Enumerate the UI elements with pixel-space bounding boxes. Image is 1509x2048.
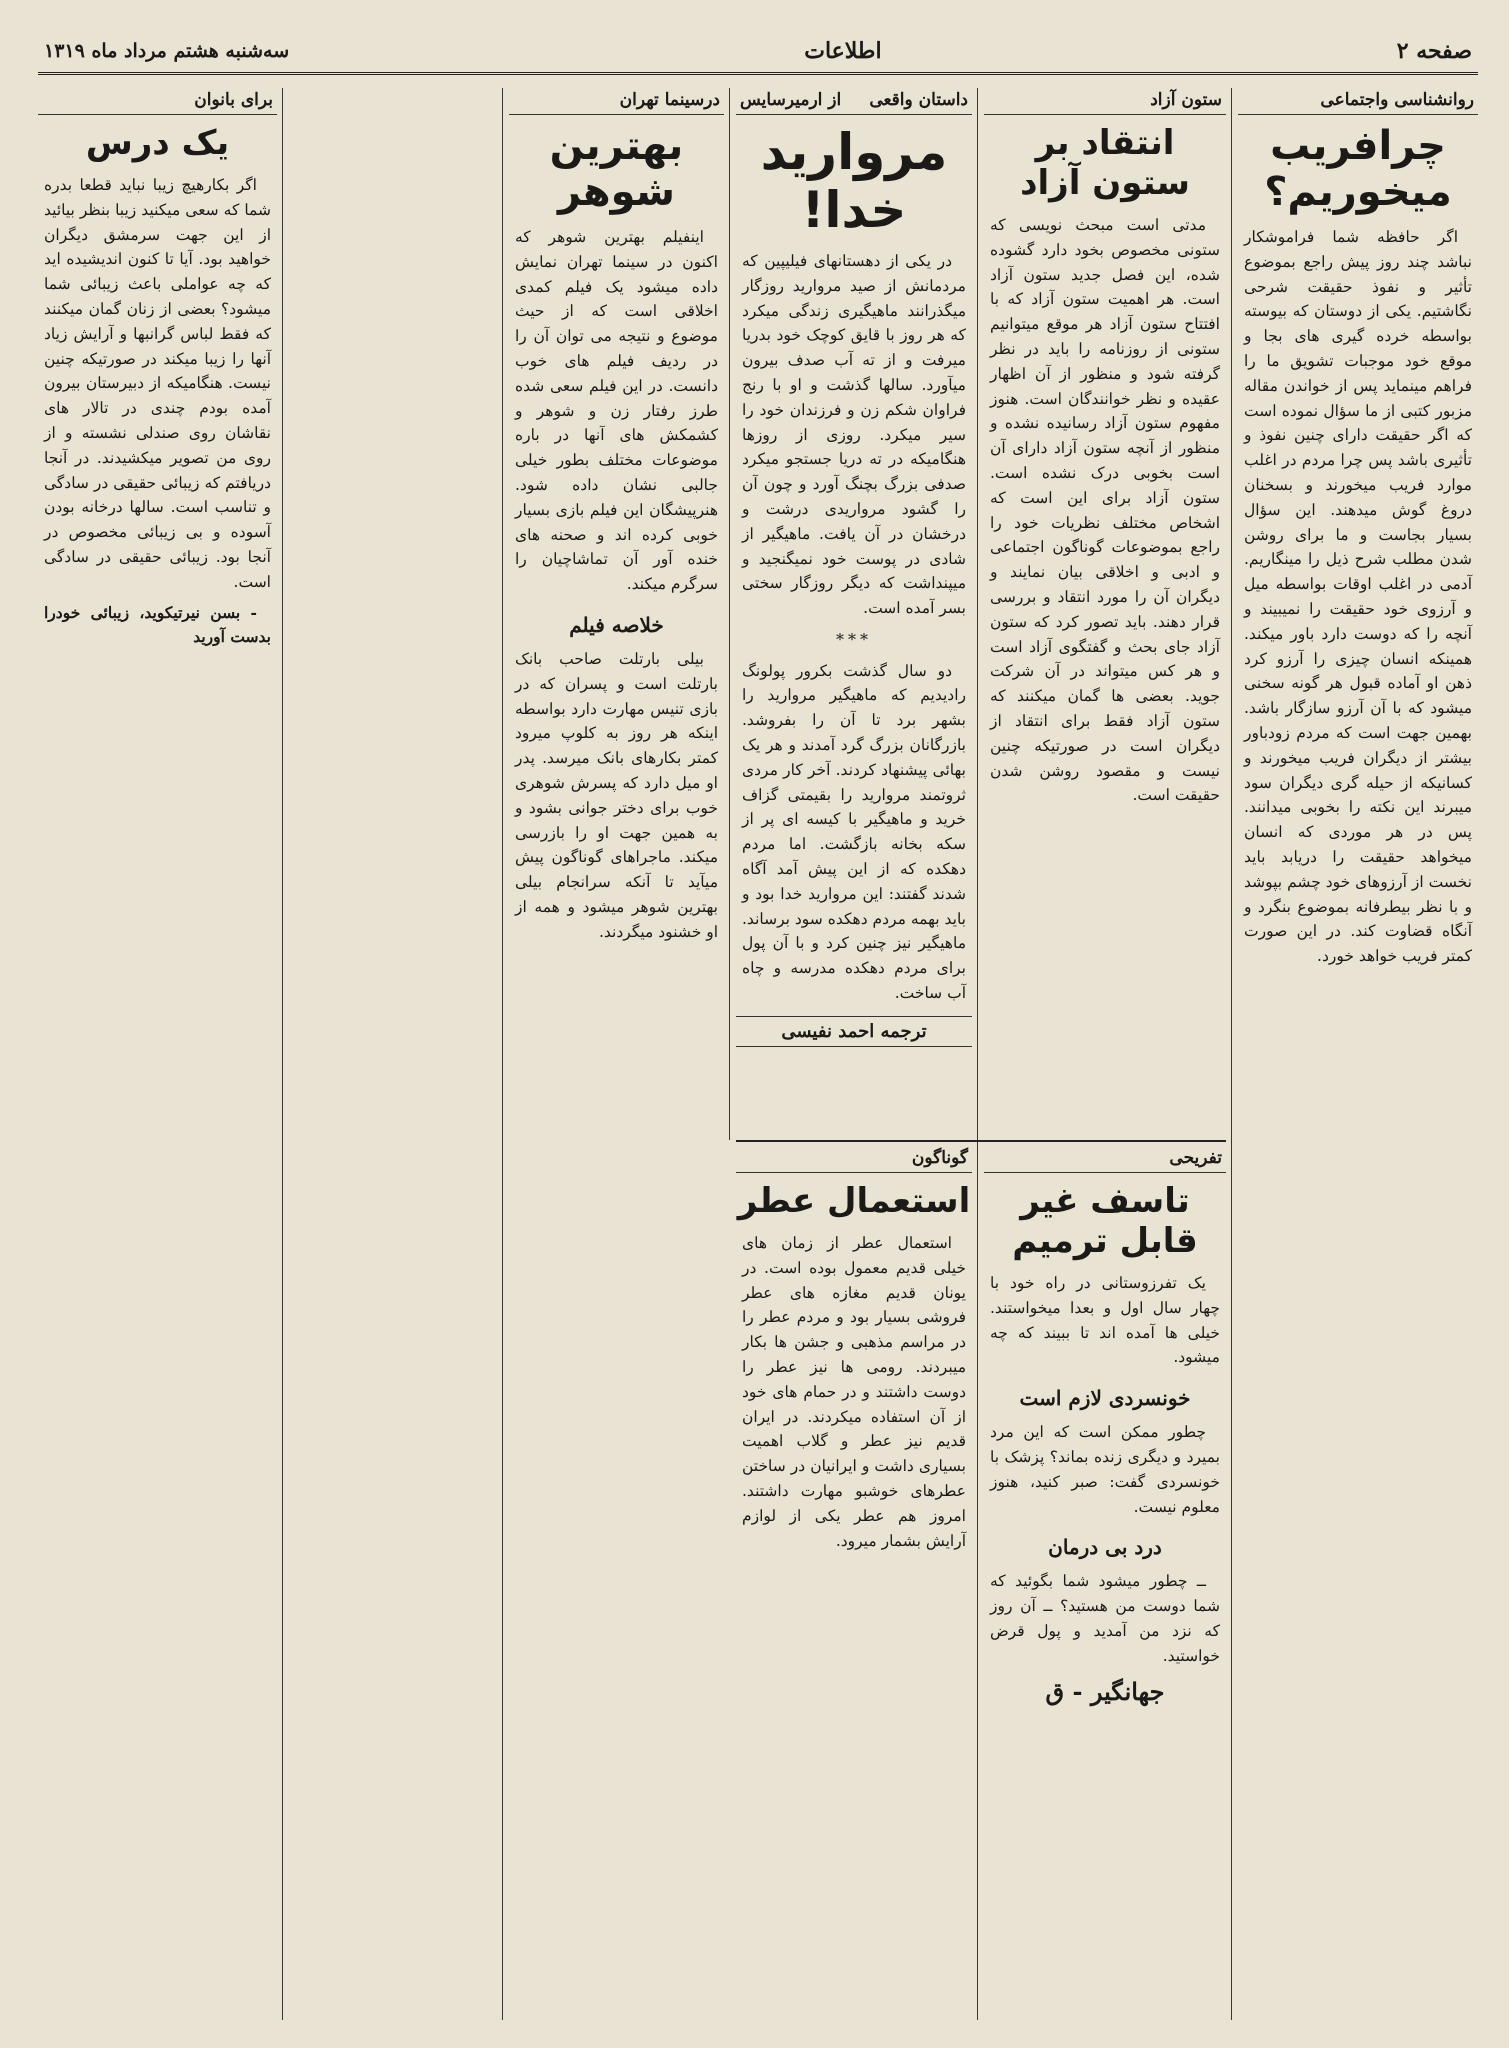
section-label [38,88,277,115]
section-break: *** [836,629,872,649]
article-headline: یک درس [85,123,230,163]
article-body [38,173,277,650]
section-label [1238,88,1478,115]
article-body [736,249,972,1006]
film-summary-heading: خلاصه فیلم [569,612,664,637]
section-title: درسینما تهران [619,90,720,110]
column-divider [977,88,978,2020]
section-title: ستون آزاد [1150,90,1222,110]
section-title: روانشناسی واجتماعی [1320,90,1474,110]
section-title: گوناگون [911,1148,968,1168]
article-paragraph: چطور ممکن است که این مرد بمیرد و دیگری زنده بماند؟ پزشک با خونسردی گفت: صبر کنید، هنوز معلوم نیست. [990,1423,1220,1516]
article-paragraph: اگر بکارهیچ زیبا نباید قطعا بدره شما که سعی میکنید زیبا بنظر بیائید از این جهت سرمشق دیگران خواهید بود. آیا تا کنون اندیشیده اید که چه عواملی باعث زیبائی شما میشود؟ بعضی از زنان گمان میکنند که فقط لباس گرانبها و آرایش زیاد آنها را زیبا میکند در صورتیکه چنین نیست. هنگامیکه از دبیرستان بیرون آمده بودم چندی در تالار های نقاشان روی صندلی نشسته و از روی من تصویر میکشیدند. در آنجا دریافتم که زیبائی حقیقی در سادگی و تناسب است. سالها درخانه بودن آسوده و بی زیبائی مخصوص در آنجا بود. زیبائی حقیقی در سادگی است. [44,176,271,591]
article-headline: انتقاد بر ستون آزاد [1020,123,1190,203]
article-paragraph: اگر حافظه شما فراموشکار نباشد چند روز پیش راجع بموضوع تأثیر و نفوذ حقیقت شرحی نگاشتیم. یکی از دوستان که بیوسته بواسطه خرده گیری های بجا و موقع خود موجبات تشویق ما را فراهم مینماید پس از خواندن مقاله مزبور کتبی از ما سؤال نموده است که اگر حقیقت دارای چنین نفوذ و تأثیری باشد پس چرا مردم در اغلب موارد فریب میخورند و بسخنان دروغ گوش میدهند. این سؤال بسیار بجاست و ما برای روشن شدن مطلب شرح ذیل را مینگاریم. آدمی در اغلب اوقات بواسطه میل و آرزوی خود حقیقت را نمیبیند و آنچه را که دوست دارد باور میکند. همینکه انسان چیزی را آرزو کرد ذهن او آماده قبول هر گونه سخنی میشود که با آن آرزو سازگار باشد. بهمین جهت است که مردم زودباور بیشتر از دیگران فریب میخورند و کسانیکه از حیله گری دیگران سود میبرند این نکته را بخوبی میدانند. پس در هر موردی که انسان میخواهد حقیقت را دریابد باید نخست از آرزوهای خود چشم بپوشد و با نظر بیطرفانه بموضوع بنگرد و آنگاه قضاوت کند. در این صورت کمتر فریب خواهد خورد. [1244,228,1472,966]
section-label [984,88,1226,115]
column-divider [1231,88,1232,2020]
article-paragraph: اینفیلم بهترین شوهر که اکنون در سینما تهران نمایش داده میشود یک فیلم کمدی اخلاقی است که از حیث موضوع و نتیجه می توان آن را در ردیف فیلم های خوب دانست. در این فیلم سعی شده طرز رفتار زن و شوهر و کشمکش های آنها در باره موضوعات مختلف بطور خیلی جالبی نشان داده شود. هنرپیشگان این فیلم بازی بسیار خوبی کرده اند و صحنه های خنده آور آن تماشاچیان را سرگرم میکند. [515,228,718,594]
masthead [38,30,1478,75]
article-paragraph: در یکی از دهستانهای فیلیپین که مردمانش از صید مروارید روزگار میگذرانند ماهیگیری زندگی میکرد که هر روز با قایق کوچک خود بدریا میرفت و از ته آب صدف بیرون میآورد. سالها گذشت و او با رنج فراوان شکم زن و فرزندان خود را سیر میکرد. روزی از روزها هنگامیکه در ته دریا جستجو میکرد صدفی بزرگ بچنگ آورد و چون آن را گشود مرواریدی درشت و درخشان در آن یافت. ماهیگیر از شادی در پوست خود نمیگنجید و میپنداشت که دیگر روزگار سختی بسر آمده است. [742,252,966,618]
author-signature: جهانگیر - ق [1045,1676,1165,1706]
article-headline: مروارید خدا! [760,123,948,239]
article-paragraph: - بسن نیرتیکوید، زیبائی خودرا بدست آورید [44,602,271,647]
section-title: برای بانوان [194,90,273,110]
joke-heading: خونسردی لازم است [1019,1386,1191,1411]
article-paragraph: مدتی است مبحث نویسی که ستونی مخصوص بخود دارد گشوده شده، این فصل جدید ستون آزاد است. هر اهمیت ستون آزاد که با افتتاح ستون آزاد هر موقع میتوانیم ستونی از روزنامه را باید در نظر گرفته شود و منظور از آن اظهار عقیده و نظر خوانندگان است. هنوز مفهوم ستون آزاد رسانیده نشده و منظور از آنچه ستون آزاد دارای آن است بخوبی درک نشده است. ستون آزاد برای این است که اشخاص مختلف نظریات خود را راجع بموضوعات گوناگون اجتماعی و ادبی و اخلاقی بیان نمایند و دیگران آن را مورد انتقاد و بررسی قرار دهند. باید تصور کرد که ستون آزاد جای بحث و گفتگوی آزاد است و هر کس میتواند در آن شرکت جوید. بعضی ها گمان میکنند که ستون آزاد فقط برای انتقاد از دیگران است در صورتیکه چنین نیست و مقصود روشن شدن حقیقت است. [990,216,1220,805]
translator-byline: ترجمه احمد نفیسی [736,1016,972,1047]
article-body [1238,225,1478,969]
section-label [736,88,972,115]
article-paragraph: ــ چطور میشود شما بگوئید که شما دوست من هستید؟ ــ آن روز که نزد من آمدید و پول قرض خواستید. [990,1572,1220,1665]
section-title: داستان واقعی [869,90,968,110]
newspaper-name: اطلاعات [804,38,882,64]
section-title: تفریحی [1169,1148,1222,1168]
page-number: صفحه ۲ [1396,38,1472,64]
column-divider [282,88,283,2020]
section-source: از ارمیرسایس [740,90,842,110]
section-label [509,88,724,115]
column-cinema [509,88,724,2020]
column-fun [984,1146,1226,2020]
bottom-divider [736,1140,1226,1142]
section-label [984,1146,1226,1173]
column-story [736,88,972,1140]
newspaper-page [38,30,1478,2020]
section-label [736,1146,972,1173]
article-body [984,1271,1226,1669]
issue-date: سه‌شنبه هشتم مرداد ماه ۱۳۱۹ [44,40,290,62]
joke-heading: درد بی درمان [1048,1535,1162,1560]
column-perfume [736,1146,972,2020]
article-headline: چرافریب میخوریم؟ [1264,123,1452,215]
article-body [984,213,1226,808]
article-paragraph: یک تفرزوستانی در راه خود با چهار سال اول و بعدا میخواستند. خیلی ها آمده اند تا ببیند که چه میشود. [990,1274,1220,1367]
column-free-column [984,88,1226,1140]
column-women [38,88,277,2020]
article-body [509,225,724,945]
article-paragraph: دو سال گذشت بکرور پولونگ رادیدیم که ماهیگیر مروارید را بشهر برد تا آن را بفروشد. بازرگانان بزرگ گرد آمدند و هر یک بهائی پیشنهاد کردند. آخر کار مردی ثروتمند مروارید را بقیمتی گزاف خرید و ماهیگیر با کیسه ای پر از سکه بخانه بازگشت. اما مردم دهکده که از این پیش آمد آگاه شدند گفتند: این مروارید خدا بود و باید بهمه مردم دهکده سود برساند. ماهیگیر نیز چنین کرد و با آن پول برای مردم دهکده مدرسه و چاه آب ساخت. [742,661,966,1002]
article-paragraph: بیلی بارتلت صاحب بانک بارتلت است و پسران که در بازی تنیس مهارت دارد بواسطه اینکه هر روز به کلوپ میرود کمتر بکارهای بانک میرسد. پدر او میل دارد که پسرش شوهری خوب برای دختر جوانی بشود و به همین جهت او را بازرسی میکند. ماجراهای گوناگون پیش میآید تا آنکه سرانجام بیلی بهترین شوهر میشود و همه از او خشنود میگردند. [515,649,718,941]
column-psychology [1238,88,1478,2020]
article-headline: بهترین شوهر [549,123,684,215]
column-divider [502,88,503,2020]
article-paragraph: استعمال عطر از زمان های خیلی قدیم معمول بوده است. در یونان قدیم مغازه های عطر فروشی بسیار بود و مردم عطر را در مراسم مذهبی و جشن ها بکار میبردند. رومی ها نیز عطر را دوست داشتند و در حمام های خود از آن استفاده میکردند. در ایران قدیم نیز عطر و گلاب اهمیت بسیاری داشت و ایرانیان در ساختن عطرهای خوشبو مهارت داشتند. امروز هم عطر یکی از لوازم آرایش بشمار میرود. [742,1234,966,1550]
article-headline: استعمال عطر [737,1181,971,1221]
article-headline: تاسف غیر قابل ترمیم [1012,1181,1198,1261]
column-divider [729,88,730,1140]
article-body [736,1231,972,1553]
